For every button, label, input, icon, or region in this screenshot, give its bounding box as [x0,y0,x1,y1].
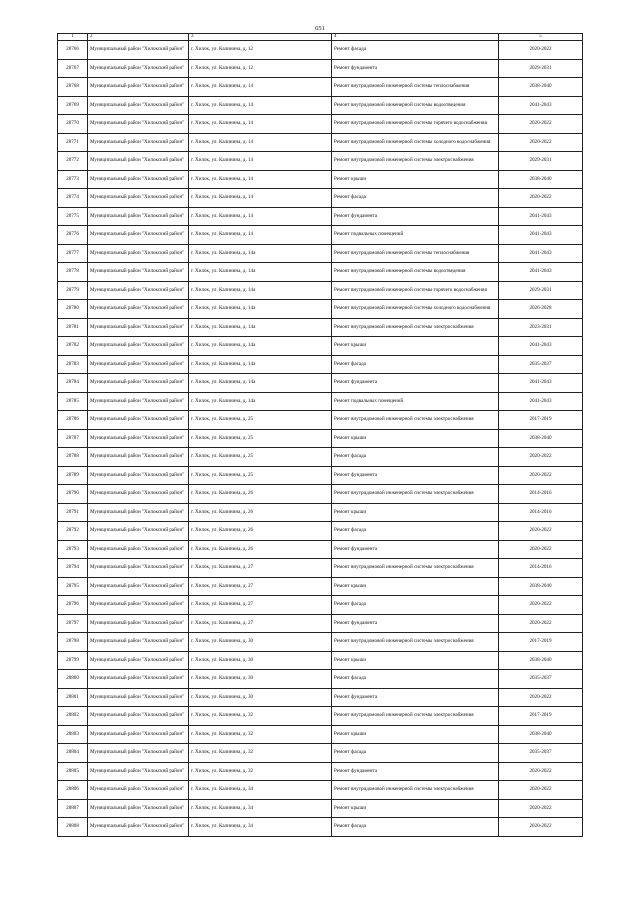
row-number-cell: 28787 [58,429,88,448]
address-cell: г. Хилок, ул. Калинина, д. 26 [189,485,332,504]
address-cell: г. Хилок, ул. Калинина, д. 14а [189,355,332,374]
address-cell: г. Хилок, ул. Калинина, д. 14 [189,96,332,115]
municipality-cell: Муниципальный район "Хилокский район" [88,374,189,393]
table-row [58,133,583,152]
work-type-cell: Ремонт внутридомовой инженерной системы электроснабжения [332,318,499,337]
period-cell: 2041-2043 [499,374,583,393]
municipality-cell: Муниципальный район "Хилокский район" [88,633,189,652]
address-cell: г. Хилок, ул. Калинина, д. 14 [189,226,332,245]
municipality-cell: Муниципальный район "Хилокский район" [88,263,189,282]
table-row [58,522,583,541]
period-cell: 2020-2022 [499,799,583,818]
municipality-cell: Муниципальный район "Хилокский район" [88,207,189,226]
municipality-cell: Муниципальный район "Хилокский район" [88,522,189,541]
address-cell: г. Хилок, ул. Калинина, д. 26 [189,503,332,522]
municipality-cell: Муниципальный район "Хилокский район" [88,392,189,411]
table-row [58,744,583,763]
work-type-cell: Ремонт фасада [332,448,499,467]
work-type-cell: Ремонт внутридомовой инженерной системы холодного водоснабжения [332,300,499,319]
work-type-cell: Ремонт внутридомовой инженерной системы электроснабжения [332,559,499,578]
row-number-cell: 28801 [58,688,88,707]
table-row [58,577,583,596]
work-type-cell: Ремонт крыши [332,337,499,356]
work-type-cell: Ремонт внутридомовой инженерной системы горячего водоснабжения [332,115,499,134]
address-cell: г. Хилок, ул. Калинина, д. 14а [189,392,332,411]
period-cell: 2020-2022 [499,189,583,208]
municipality-cell: Муниципальный район "Хилокский район" [88,337,189,356]
work-type-cell: Ремонт внутридомовой инженерной системы теплоснабжения [332,244,499,263]
municipality-cell: Муниципальный район "Хилокский район" [88,818,189,837]
period-cell: 2038-2040 [499,725,583,744]
table-row [58,115,583,134]
repair-schedule-table [57,33,583,837]
row-number-cell: 28800 [58,670,88,689]
table-row [58,59,583,78]
municipality-cell: Муниципальный район "Хилокский район" [88,59,189,78]
table-row [58,670,583,689]
municipality-cell: Муниципальный район "Хилокский район" [88,540,189,559]
municipality-cell: Муниципальный район "Хилокский район" [88,355,189,374]
address-cell: г. Хилок, ул. Калинина, д. 32 [189,762,332,781]
row-number-cell: 28794 [58,559,88,578]
work-type-cell: Ремонт внутридомовой инженерной системы горячего водоснабжения [332,281,499,300]
table-row [58,281,583,300]
period-cell: 2020-2022 [499,781,583,800]
row-number-cell: 28774 [58,189,88,208]
period-cell: 2014-2016 [499,485,583,504]
municipality-cell: Муниципальный район "Хилокский район" [88,762,189,781]
table-body [58,41,583,837]
table-row [58,78,583,97]
work-type-cell: Ремонт фундамента [332,374,499,393]
municipality-cell: Муниципальный район "Хилокский район" [88,651,189,670]
table-row [58,799,583,818]
table-row [58,485,583,504]
row-number-cell: 28789 [58,466,88,485]
work-type-cell: Ремонт крыши [332,725,499,744]
period-cell: 2038-2040 [499,577,583,596]
column-number-row [58,34,583,41]
table-row [58,318,583,337]
work-type-cell: Ремонт внутридомовой инженерной системы электроснабжения [332,707,499,726]
table-row [58,651,583,670]
work-type-cell: Ремонт крыши [332,503,499,522]
row-number-cell: 28770 [58,115,88,134]
work-type-cell: Ремонт внутридомовой инженерной системы водоотведения [332,96,499,115]
table-row [58,540,583,559]
period-cell: 2035-2037 [499,355,583,374]
row-number-cell: 28782 [58,337,88,356]
address-cell: г. Хилок, ул. Калинина, д. 14 [189,152,332,171]
table-row [58,392,583,411]
address-cell: г. Хилок, ул. Калинина, д. 27 [189,614,332,633]
address-cell: г. Хилок, ул. Калинина, д. 14а [189,300,332,319]
work-type-cell: Ремонт крыши [332,170,499,189]
row-number-cell: 28785 [58,392,88,411]
municipality-cell: Муниципальный район "Хилокский район" [88,300,189,319]
period-cell: 2020-2022 [499,596,583,615]
work-type-cell: Ремонт фундамента [332,614,499,633]
row-number-cell: 28778 [58,263,88,282]
period-cell: 2020-2022 [499,466,583,485]
column-header-3: 3 [189,34,332,41]
work-type-cell: Ремонт фундамента [332,466,499,485]
address-cell: г. Хилок, ул. Калинина, д. 34 [189,781,332,800]
address-cell: г. Хилок, ул. Калинина, д. 30 [189,670,332,689]
row-number-cell: 28799 [58,651,88,670]
work-type-cell: Ремонт внутридомовой инженерной системы электроснабжения [332,152,499,171]
period-cell: 2017-2019 [499,707,583,726]
period-cell: 2041-2043 [499,226,583,245]
work-type-cell: Ремонт внутридомовой инженерной системы электроснабжения [332,485,499,504]
row-number-cell: 28766 [58,41,88,60]
table-row [58,355,583,374]
address-cell: г. Хилок, ул. Калинина, д. 32 [189,725,332,744]
period-cell: 2041-2043 [499,244,583,263]
work-type-cell: Ремонт фасада [332,596,499,615]
work-type-cell: Ремонт крыши [332,577,499,596]
work-type-cell: Ремонт внутридомовой инженерной системы электроснабжения [332,633,499,652]
period-cell: 2020-2022 [499,448,583,467]
period-cell: 2029-2031 [499,59,583,78]
address-cell: г. Хилок, ул. Калинина, д. 14а [189,244,332,263]
table-row [58,337,583,356]
municipality-cell: Муниципальный район "Хилокский район" [88,577,189,596]
period-cell: 2023-2031 [499,318,583,337]
period-cell: 2038-2040 [499,429,583,448]
municipality-cell: Муниципальный район "Хилокский район" [88,152,189,171]
address-cell: г. Хилок, ул. Калинина, д. 12 [189,59,332,78]
period-cell: 2020-2022 [499,540,583,559]
municipality-cell: Муниципальный район "Хилокский район" [88,170,189,189]
row-number-cell: 28781 [58,318,88,337]
municipality-cell: Муниципальный район "Хилокский район" [88,485,189,504]
table-row [58,263,583,282]
municipality-cell: Муниципальный район "Хилокский район" [88,281,189,300]
address-cell: г. Хилок, ул. Калинина, д. 32 [189,744,332,763]
work-type-cell: Ремонт фундамента [332,762,499,781]
row-number-cell: 28773 [58,170,88,189]
work-type-cell: Ремонт внутридомовой инженерной системы водоотведения [332,263,499,282]
work-type-cell: Ремонт внутридомовой инженерной системы электроснабжения [332,411,499,430]
work-type-cell: Ремонт крыши [332,799,499,818]
work-type-cell: Ремонт фасада [332,522,499,541]
address-cell: г. Хилок, ул. Калинина, д. 30 [189,688,332,707]
table-row [58,818,583,837]
address-cell: г. Хилок, ул. Калинина, д. 14а [189,337,332,356]
address-cell: г. Хилок, ул. Калинина, д. 34 [189,799,332,818]
table-row [58,762,583,781]
period-cell: 2041-2043 [499,392,583,411]
table-row [58,152,583,171]
address-cell: г. Хилок, ул. Калинина, д. 27 [189,577,332,596]
row-number-cell: 28777 [58,244,88,263]
row-number-cell: 28786 [58,411,88,430]
municipality-cell: Муниципальный район "Хилокский район" [88,429,189,448]
period-cell: 2017-2019 [499,411,583,430]
row-number-cell: 28780 [58,300,88,319]
row-number-cell: 28790 [58,485,88,504]
municipality-cell: Муниципальный район "Хилокский район" [88,707,189,726]
period-cell: 2020-2022 [499,41,583,60]
row-number-cell: 28771 [58,133,88,152]
column-header-2: 2 [88,34,189,41]
municipality-cell: Муниципальный район "Хилокский район" [88,448,189,467]
municipality-cell: Муниципальный район "Хилокский район" [88,596,189,615]
period-cell: 2038-2040 [499,651,583,670]
address-cell: г. Хилок, ул. Калинина, д. 14 [189,207,332,226]
column-header-4: 4 [332,34,499,41]
table-row [58,244,583,263]
municipality-cell: Муниципальный район "Хилокский район" [88,466,189,485]
table-row [58,170,583,189]
address-cell: г. Хилок, ул. Калинина, д. 25 [189,466,332,485]
table-row [58,189,583,208]
work-type-cell: Ремонт фасада [332,670,499,689]
address-cell: г. Хилок, ул. Калинина, д. 12 [189,41,332,60]
work-type-cell: Ремонт внутридомовой инженерной системы электроснабжения [332,781,499,800]
address-cell: г. Хилок, ул. Калинина, д. 26 [189,522,332,541]
row-number-cell: 28795 [58,577,88,596]
address-cell: г. Хилок, ул. Калинина, д. 30 [189,651,332,670]
table-row [58,411,583,430]
work-type-cell: Ремонт крыши [332,651,499,670]
row-number-cell: 28796 [58,596,88,615]
table-row [58,559,583,578]
table-row [58,300,583,319]
table-row [58,207,583,226]
address-cell: г. Хилок, ул. Калинина, д. 14 [189,170,332,189]
table-row [58,466,583,485]
address-cell: г. Хилок, ул. Калинина, д. 26 [189,540,332,559]
address-cell: г. Хилок, ул. Калинина, д. 32 [189,707,332,726]
table-row [58,688,583,707]
row-number-cell: 28784 [58,374,88,393]
period-cell: 2017-2019 [499,633,583,652]
column-header-5: 5 [499,34,583,41]
period-cell: 2041-2043 [499,207,583,226]
municipality-cell: Муниципальный район "Хилокский район" [88,78,189,97]
work-type-cell: Ремонт фундамента [332,207,499,226]
period-cell: 2020-2022 [499,614,583,633]
municipality-cell: Муниципальный район "Хилокский район" [88,189,189,208]
row-number-cell: 28806 [58,781,88,800]
municipality-cell: Муниципальный район "Хилокский район" [88,725,189,744]
municipality-cell: Муниципальный район "Хилокский район" [88,799,189,818]
table-row [58,41,583,60]
address-cell: г. Хилок, ул. Калинина, д. 14 [189,115,332,134]
work-type-cell: Ремонт внутридомовой инженерной системы холодного водоснабжения [332,133,499,152]
work-type-cell: Ремонт подвальных помещений [332,226,499,245]
address-cell: г. Хилок, ул. Калинина, д. 25 [189,448,332,467]
row-number-cell: 28802 [58,707,88,726]
period-cell: 2041-2043 [499,337,583,356]
table-row [58,725,583,744]
row-number-cell: 28769 [58,96,88,115]
row-number-cell: 28793 [58,540,88,559]
address-cell: г. Хилок, ул. Калинина, д. 34 [189,818,332,837]
work-type-cell: Ремонт фасада [332,189,499,208]
row-number-cell: 28772 [58,152,88,171]
period-cell: 2038-2040 [499,78,583,97]
row-number-cell: 28767 [58,59,88,78]
period-cell: 2038-2040 [499,170,583,189]
work-type-cell: Ремонт подвальных помещений [332,392,499,411]
period-cell: 2020-2022 [499,522,583,541]
municipality-cell: Муниципальный район "Хилокский район" [88,41,189,60]
address-cell: г. Хилок, ул. Калинина, д. 14а [189,281,332,300]
row-number-cell: 28798 [58,633,88,652]
period-cell: 2029-2031 [499,152,583,171]
period-cell: 2014-2016 [499,559,583,578]
row-number-cell: 28792 [58,522,88,541]
table-row [58,633,583,652]
address-cell: г. Хилок, ул. Калинина, д. 25 [189,411,332,430]
municipality-cell: Муниципальный район "Хилокский район" [88,559,189,578]
row-number-cell: 28807 [58,799,88,818]
address-cell: г. Хилок, ул. Калинина, д. 30 [189,633,332,652]
address-cell: г. Хилок, ул. Калинина, д. 25 [189,429,332,448]
address-cell: г. Хилок, ул. Калинина, д. 14а [189,263,332,282]
period-cell: 2020-2022 [499,762,583,781]
municipality-cell: Муниципальный район "Хилокский район" [88,670,189,689]
work-type-cell: Ремонт фасада [332,355,499,374]
municipality-cell: Муниципальный район "Хилокский район" [88,133,189,152]
municipality-cell: Муниципальный район "Хилокский район" [88,503,189,522]
row-number-cell: 28804 [58,744,88,763]
address-cell: г. Хилок, ул. Калинина, д. 14 [189,189,332,208]
table-row [58,429,583,448]
period-cell: 2041-2043 [499,263,583,282]
work-type-cell: Ремонт фасада [332,818,499,837]
column-header-1: 1 [58,34,88,41]
work-type-cell: Ремонт фасада [332,41,499,60]
period-cell: 2026-2028 [499,300,583,319]
period-cell: 2014-2016 [499,503,583,522]
period-cell: 2020-2022 [499,115,583,134]
period-cell: 2020-2022 [499,133,583,152]
row-number-cell: 28808 [58,818,88,837]
address-cell: г. Хилок, ул. Калинина, д. 14 [189,78,332,97]
municipality-cell: Муниципальный район "Хилокский район" [88,318,189,337]
work-type-cell: Ремонт фундамента [332,540,499,559]
work-type-cell: Ремонт крыши [332,429,499,448]
row-number-cell: 28783 [58,355,88,374]
period-cell: 2035-2037 [499,670,583,689]
table-row [58,374,583,393]
work-type-cell: Ремонт фасада [332,744,499,763]
period-cell: 2029-2031 [499,281,583,300]
municipality-cell: Муниципальный район "Хилокский район" [88,744,189,763]
period-cell: 2020-2022 [499,818,583,837]
page-number: 651 [315,25,325,32]
period-cell: 2041-2043 [499,96,583,115]
row-number-cell: 28788 [58,448,88,467]
table-row [58,448,583,467]
table-row [58,707,583,726]
address-cell: г. Хилок, ул. Калинина, д. 14а [189,374,332,393]
address-cell: г. Хилок, ул. Калинина, д. 27 [189,559,332,578]
municipality-cell: Муниципальный район "Хилокский район" [88,96,189,115]
municipality-cell: Муниципальный район "Хилокский район" [88,411,189,430]
row-number-cell: 28779 [58,281,88,300]
table-row [58,226,583,245]
period-cell: 2020-2022 [499,688,583,707]
row-number-cell: 28791 [58,503,88,522]
row-number-cell: 28776 [58,226,88,245]
table-row [58,781,583,800]
period-cell: 2035-2037 [499,744,583,763]
municipality-cell: Муниципальный район "Хилокский район" [88,688,189,707]
municipality-cell: Муниципальный район "Хилокский район" [88,614,189,633]
municipality-cell: Муниципальный район "Хилокский район" [88,781,189,800]
municipality-cell: Муниципальный район "Хилокский район" [88,226,189,245]
row-number-cell: 28775 [58,207,88,226]
table-row [58,614,583,633]
work-type-cell: Ремонт фундамента [332,688,499,707]
row-number-cell: 28803 [58,725,88,744]
row-number-cell: 28768 [58,78,88,97]
table-row [58,596,583,615]
address-cell: г. Хилок, ул. Калинина, д. 14 [189,133,332,152]
work-type-cell: Ремонт внутридомовой инженерной системы теплоснабжения [332,78,499,97]
row-number-cell: 28805 [58,762,88,781]
table-row [58,503,583,522]
municipality-cell: Муниципальный район "Хилокский район" [88,244,189,263]
table-row [58,96,583,115]
work-type-cell: Ремонт фундамента [332,59,499,78]
address-cell: г. Хилок, ул. Калинина, д. 27 [189,596,332,615]
municipality-cell: Муниципальный район "Хилокский район" [88,115,189,134]
address-cell: г. Хилок, ул. Калинина, д. 14а [189,318,332,337]
row-number-cell: 28797 [58,614,88,633]
